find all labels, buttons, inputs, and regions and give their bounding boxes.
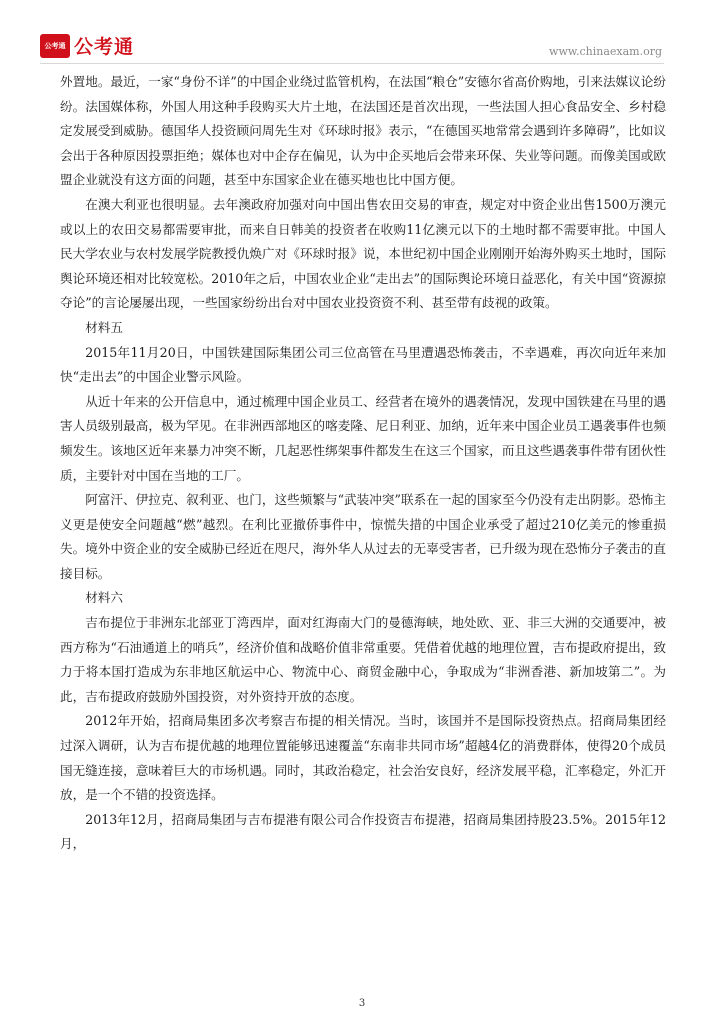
- paragraph: 从近十年来的公开信息中，通过梳理中国企业员工、经营者在境外的遇袭情况，发现中国铁建在马里的遇害人员级别最高，极为罕见。在非洲西部地区的喀麦隆、尼日利亚、加纳，近年来中国企业员工遇袭事件也频频发生。该地区近年来暴力冲突不断，几起恶性绑架事件都发生在这三个国家，而且这些遇袭事件带有团伙性质，主要针对中国在当地的工厂。: [60, 393, 666, 483]
- section-label-material-5: 材料五: [85, 319, 123, 335]
- paragraph: 吉布提位于非洲东北部亚丁湾西岸，面对红海南大门的曼德海峡，地处欧、亚、非三大洲的交通要冲，被西方称为“石油通道上的哨兵”，经济价值和战略价值非常重要。凭借着优越的地理位置，吉布提政府提出，致力于将本国打造成为东非地区航运中心、物流中心、商贸金融中心，争取成为“非洲香港、新加坡第二”。为此，吉布提政府鼓励外国投资，对外资持开放的态度。: [60, 615, 666, 704]
- header-divider: [40, 63, 664, 64]
- page-number: 3: [358, 998, 366, 1009]
- page-header: [40, 30, 664, 64]
- paragraph: 2012年开始，招商局集团多次考察吉布提的相关情况。当时，该国并不是国际投资热点。招商局集团经过深入调研，认为吉布提优越的地理位置能够迅速覆盖“东南非共同市场”超越4亿的消费群体，使得20个成员国无缝连接，意味着巨大的市场机遇。同时，其政治稳定，社会治安良好，经济发展平稳，汇率稳定，外汇开放，是一个不错的投资选择。: [60, 713, 666, 803]
- paragraph: 在澳大利亚也很明显。去年澳政府加强对向中国出售农田交易的审查，规定对中资企业出售1500万澳元或以上的农田交易都需要审批，而来自日韩美的投资者在收购11亿澳元以下的土地时都不需要审批。中国人民大学农业与农村发展学院教授仇焕广对《环球时报》说，本世纪初中国企业刚刚开始海外购买土地时，国际舆论环境还相对比较宽松。2010年之后，中国农业企业“走出去”的国际舆论环境日益恶化，有关中国“资源掠夺论”的言论屡屡出现，一些国家纷纷出台对中国农业投资资不利、甚至带有歧视的政策。: [60, 196, 666, 311]
- document-body: [60, 70, 666, 857]
- logo-wordmark: 公考通: [74, 36, 135, 58]
- paragraph: 阿富汗、伊拉克、叙利亚、也门，这些频繁与“武装冲突”联系在一起的国家至今仍没有走出阴影。恐怖主义更是使安全问题越“燃”越烈。在利比亚撤侨事件中，惊慌失措的中国企业承受了超过210亿美元的惨重损失。境外中资企业的安全威胁已经近在咫尺，海外华人从过去的无辜受害者，已升级为现在恐怖分子袭击的直接目标。: [60, 492, 666, 581]
- paragraph: 2015年11月20日，中国铁建国际集团公司三位高管在马里遭遇恐怖袭击，不幸遇难，再次向近年来加快“走出去”的中国企业警示风险。: [60, 344, 666, 385]
- site-logo[interactable]: [40, 32, 134, 59]
- site-url[interactable]: www.chinaexam.org: [549, 45, 662, 58]
- paragraph-continued: 外置地。最近，一家“身份不详”的中国企业绕过监管机构，在法国“粮仓”安德尔省高价购地，引来法媒议论纷纷。法国媒体称，外国人用这种手段购买大片土地，在法国还是首次出现，一些法国人担心食品安全、乡村稳定发展受到威胁。德国华人投资顾问周先生对《环球时报》表示，“在德国买地常常会遇到许多障碍”，比如议会出于各种原因投票拒绝；媒体也对中企存在偏见，认为中企买地后会带来环保、失业等问题。而像美国或欧盟企业就没有这方面的问题，甚至中东国家企业在德买地也比中国方便。: [60, 74, 666, 188]
- paragraph: 2013年12月，招商局集团与吉布提港有限公司合作投资吉布提港，招商局集团持股23.5%。2015年12月，: [60, 811, 666, 852]
- logo-badge-icon: 公考通: [40, 34, 70, 58]
- section-label-material-6: 材料六: [85, 590, 123, 606]
